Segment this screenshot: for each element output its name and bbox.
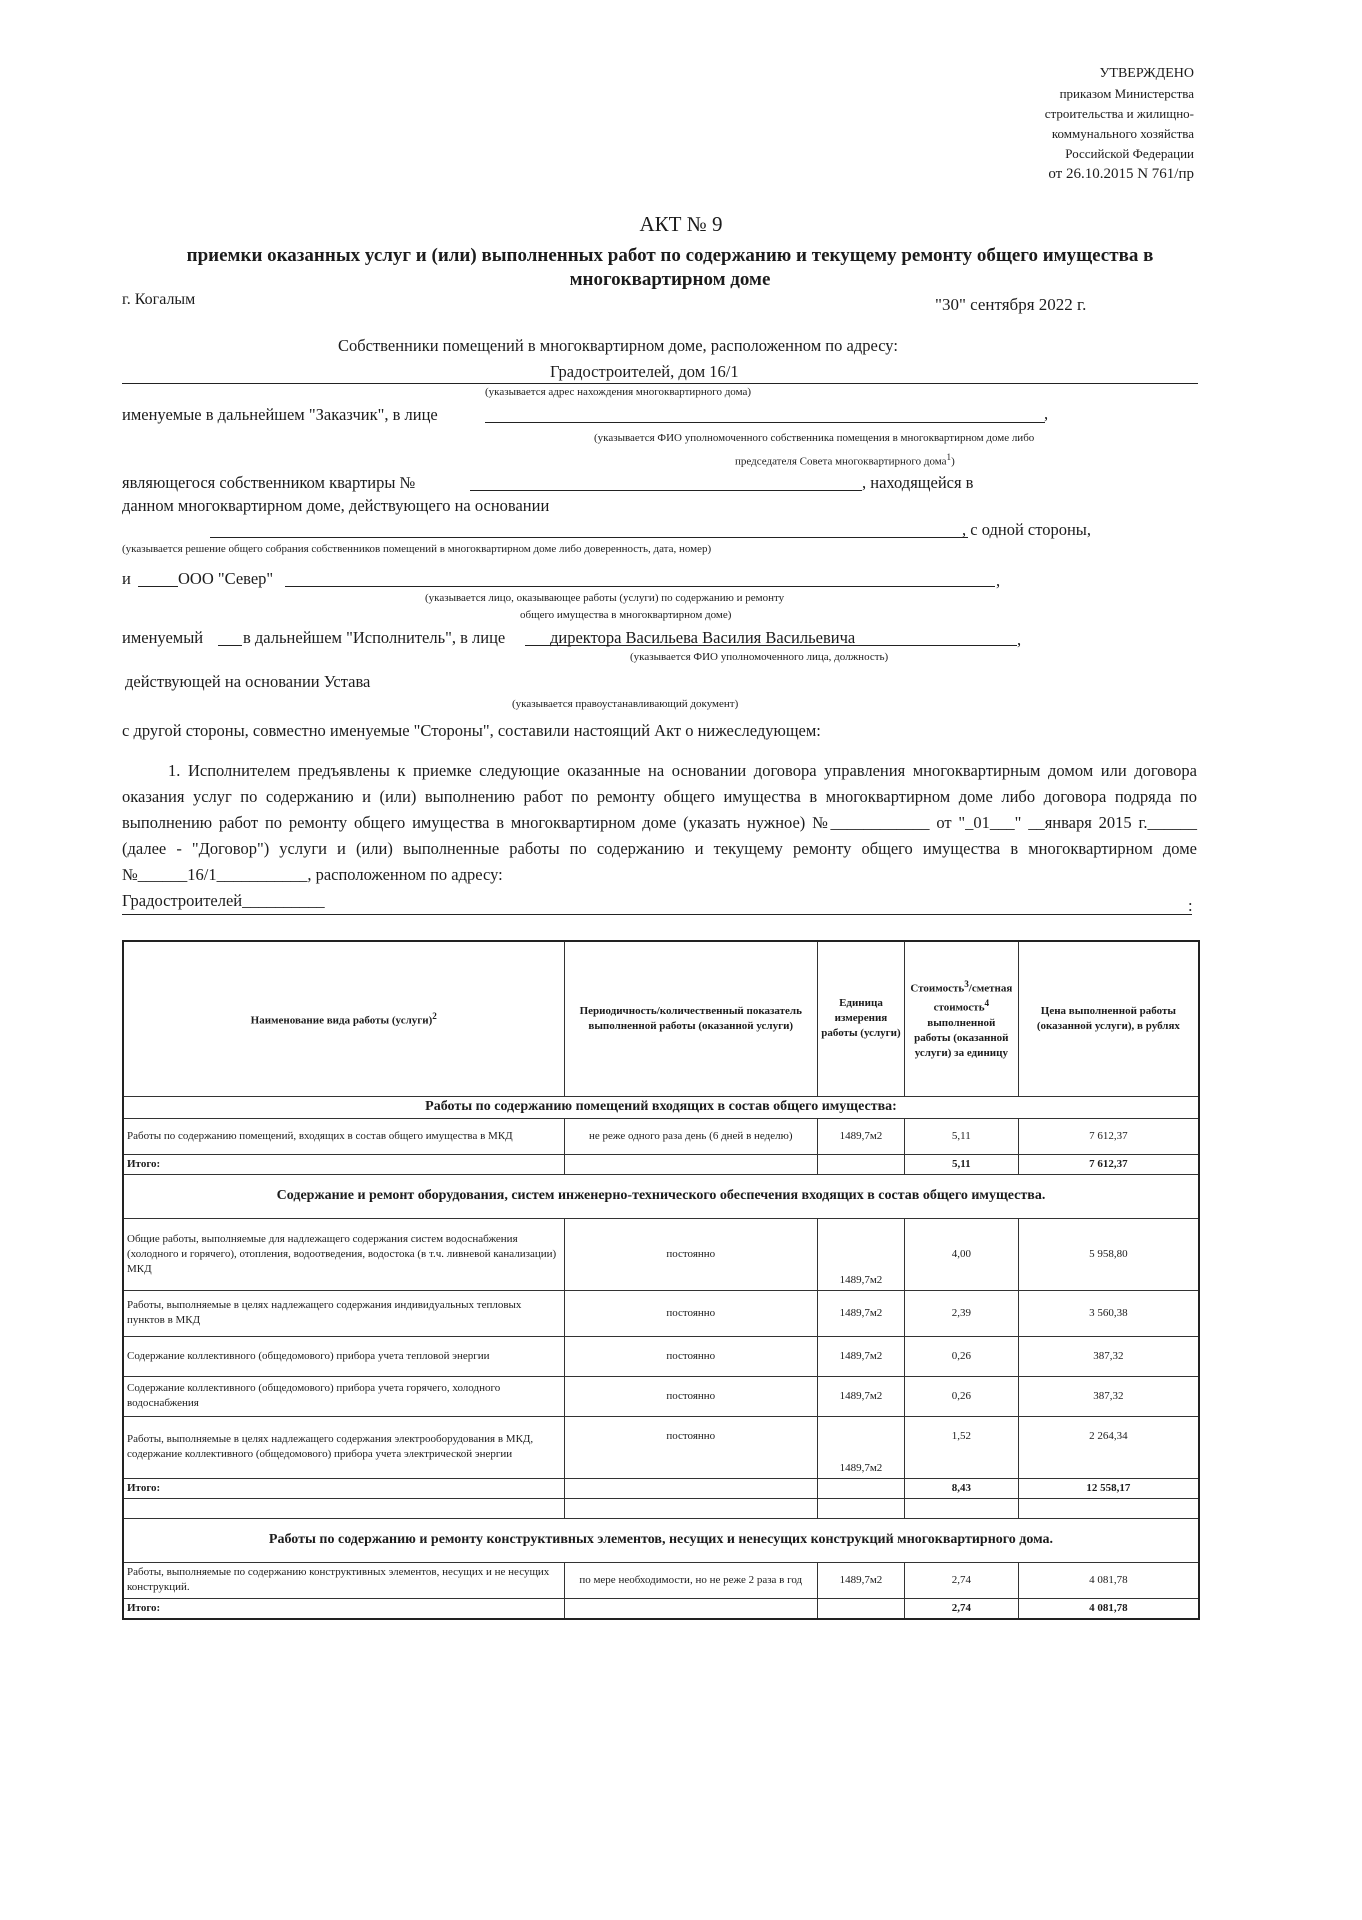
header-unit: Единица измерения работы (услуги) — [818, 941, 905, 1096]
work-unit: 1489,7м2 — [818, 1118, 905, 1154]
table-row — [123, 1290, 1199, 1336]
work-period: постоянно — [564, 1376, 818, 1416]
one-side-text: , с одной стороны, — [962, 520, 1092, 539]
header-name: Наименование вида работы (услуги)$^2$ — [123, 941, 564, 1096]
work-unit: 1489,7м2 — [818, 1416, 905, 1478]
acting-hint: (указывается правоустанавливающий документ) — [512, 698, 739, 710]
empty-cell — [818, 1478, 905, 1498]
and-text: и — [122, 569, 131, 588]
header-cost: Стоимость$^3$/сметная стоимость$^4$ выполненной работы (оказанной услуги) за единицу — [904, 941, 1018, 1096]
work-period: постоянно — [564, 1290, 818, 1336]
total-label: Итого: — [123, 1478, 564, 1498]
address-line — [122, 914, 1192, 915]
executor-name: директора Васильева Василия Васильевича — [550, 628, 856, 647]
contractor-hint-2: общего имущества в многоквартирном доме) — [520, 609, 732, 621]
work-cost: 2,39 — [904, 1290, 1018, 1336]
executor-label: именуемый — [122, 628, 204, 647]
paragraph-text-2: №____________ от "_01___" __января 2015 г.______ (далее - "Договор") услуги и (или) выполненные работы по содержанию и текущему ремонту общего имущества в многоквартирном доме №______16/1___________, расположенном по адресу: — [122, 813, 1197, 884]
work-price: 387,32 — [1018, 1336, 1199, 1376]
total-price: 7 612,37 — [1018, 1154, 1199, 1174]
work-name: Работы по содержанию помещений, входящих в состав общего имущества в МКД — [123, 1118, 564, 1154]
work-cost: 4,00 — [904, 1218, 1018, 1290]
owner-apartment: являющегося собственником квартиры № — [122, 473, 416, 492]
work-unit: 1489,7м2 — [818, 1376, 905, 1416]
total-label: Итого: — [123, 1598, 564, 1619]
table-row — [123, 1416, 1199, 1478]
work-cost: 0,26 — [904, 1336, 1018, 1376]
basis-underline — [210, 537, 968, 538]
empty-cell — [123, 1498, 564, 1518]
work-period: постоянно — [564, 1218, 818, 1290]
address: Градостроителей, дом 16/1 — [550, 362, 739, 381]
acting-text: действующей на основании Устава — [125, 672, 371, 691]
comma: , — [1044, 404, 1049, 423]
table-row — [123, 1218, 1199, 1290]
customer-line: именуемые в дальнейшем "Заказчик", в лице — [122, 405, 438, 424]
approval-line: строительства и жилищно- — [1044, 106, 1194, 121]
section-title: Работы по содержанию и ремонту конструктивных элементов, несущих и ненесущих конструкций многоквартирного дома. — [123, 1518, 1199, 1562]
work-price: 3 560,38 — [1018, 1290, 1199, 1336]
total-cost: 2,74 — [904, 1598, 1018, 1619]
other-side-text: с другой стороны, совместно именуемые "Стороны", составили настоящий Акт о нижеследующем: — [122, 721, 821, 740]
approval-order: от 26.10.2015 N 761/пр — [1048, 166, 1194, 182]
empty-cell — [1018, 1498, 1199, 1518]
work-cost: 2,74 — [904, 1562, 1018, 1598]
comma: , — [996, 571, 1001, 590]
section-title: Содержание и ремонт оборудования, систем инженерно-технического обеспечения входящих в состав общего имущества. — [123, 1174, 1199, 1218]
executor-gap — [218, 645, 242, 646]
total-row — [123, 1478, 1199, 1498]
work-name: Общие работы, выполняемые для надлежащего содержания систем водоснабжения (холодного и горячего), отопления, водоотведения, водостока (в т.ч. ливневой канализации) МКД — [123, 1218, 564, 1290]
work-name: Работы, выполняемые по содержанию конструктивных элементов, несущих и не несущих конструкций. — [123, 1562, 564, 1598]
act-date: "30" сентября 2022 г. — [935, 295, 1087, 314]
work-cost: 1,52 — [904, 1416, 1018, 1478]
total-row — [123, 1598, 1199, 1619]
owners-line: Собственники помещений в многоквартирном доме, расположенном по адресу: — [338, 336, 898, 355]
contractor: ООО "Север" — [178, 569, 274, 588]
works-table — [122, 940, 1200, 1620]
section-row — [123, 1174, 1199, 1218]
work-price: 387,32 — [1018, 1376, 1199, 1416]
table-header — [123, 941, 1199, 1096]
empty-cell — [818, 1598, 905, 1619]
in-house-text: данном многоквартирном доме, действующего на основании — [122, 496, 550, 515]
basis-hint: (указывается решение общего собрания собственников помещений в многоквартирном доме либо доверенность, дата, номер) — [122, 543, 712, 555]
paragraph-text: 1. Исполнителем предъявлены к приемке следующие оказанные на основании договора управления многоквартирным домом или договора оказания услуг по содержанию и (или) выполнению работ по ремонту общего имущества в многоквартирном доме либо договора подряда по выполнению работ по ремонту общего имущества в многоквартирном доме (указать нужное) — [122, 761, 1197, 832]
work-unit: 1489,7м2 — [818, 1218, 905, 1290]
header-period: Периодичность/количественный показатель выполненной работы (оказанной услуги) — [564, 941, 818, 1096]
work-period: постоянно — [564, 1336, 818, 1376]
empty-cell — [818, 1498, 905, 1518]
executor-hint: (указывается ФИО уполномоченного лица, должность) — [630, 651, 889, 663]
empty-cell — [564, 1478, 818, 1498]
work-period: по мере необходимости, но не реже 2 раза в год — [564, 1562, 818, 1598]
total-price: 4 081,78 — [1018, 1598, 1199, 1619]
work-period: не реже одного раза день (6 дней в неделю) — [564, 1118, 818, 1154]
work-cost: 5,11 — [904, 1118, 1018, 1154]
work-cost: 0,26 — [904, 1376, 1018, 1416]
customer-hint-2: председателя Совета многоквартирного дома$^1$) — [735, 452, 955, 468]
total-cost: 8,43 — [904, 1478, 1018, 1498]
contractor-underline — [285, 586, 995, 587]
table-row — [123, 1376, 1199, 1416]
total-label: Итого: — [123, 1154, 564, 1174]
colon: : — [1188, 896, 1193, 915]
section-row — [123, 1518, 1199, 1562]
empty-cell — [564, 1598, 818, 1619]
section-title: Работы по содержанию помещений входящих в состав общего имущества: — [123, 1096, 1199, 1118]
work-price: 7 612,37 — [1018, 1118, 1199, 1154]
work-price: 5 958,80 — [1018, 1218, 1199, 1290]
section-row — [123, 1096, 1199, 1118]
contractor-underline-pre — [138, 586, 178, 587]
work-price: 2 264,34 — [1018, 1416, 1199, 1478]
act-subtitle: приемки оказанных услуг и (или) выполненных работ по содержанию и текущему ремонту общего имущества в многоквартирном доме — [186, 245, 1154, 290]
approval-line: коммунального хозяйства — [1051, 126, 1194, 141]
work-period: постоянно — [564, 1416, 818, 1478]
total-cost: 5,11 — [904, 1154, 1018, 1174]
approval-line: приказом Министерства — [1059, 86, 1194, 101]
empty-cell — [904, 1498, 1018, 1518]
place: г. Когалым — [122, 291, 196, 308]
work-unit: 1489,7м2 — [818, 1290, 905, 1336]
comma: , — [1017, 630, 1022, 649]
contractor-hint: (указывается лицо, оказывающее работы (услуги) по содержанию и ремонту — [425, 592, 785, 604]
work-unit: 1489,7м2 — [818, 1336, 905, 1376]
approval-title: УТВЕРЖДЕНО — [1099, 66, 1194, 81]
work-name: Работы, выполняемые в целях надлежащего содержания электрооборудования в МКД, содержание коллективного (общедомового) прибора учета электрической энергии — [123, 1416, 564, 1478]
total-price: 12 558,17 — [1018, 1478, 1199, 1498]
empty-cell — [564, 1498, 818, 1518]
work-name: Содержание коллективного (общедомового) прибора учета горячего, холодного водоснабжения — [123, 1376, 564, 1416]
approval-line: Российской Федерации — [1065, 146, 1194, 161]
table-row — [123, 1336, 1199, 1376]
paragraph-1 — [122, 758, 1197, 914]
customer-hint: (указывается ФИО уполномоченного собственника помещения в многоквартирном доме либо — [594, 432, 1035, 444]
work-name: Работы, выполняемые в целях надлежащего содержания индивидуальных тепловых пунктов в МКД — [123, 1290, 564, 1336]
address-underline — [122, 383, 1198, 384]
located-text: , находящейся в — [862, 473, 974, 492]
header-price: Цена выполненной работы (оказанной услуги), в рублях — [1018, 941, 1199, 1096]
empty-cell — [564, 1154, 818, 1174]
customer-underline — [485, 422, 1045, 423]
act-title: АКТ № 9 — [639, 212, 723, 236]
empty-cell — [818, 1154, 905, 1174]
total-row — [123, 1154, 1199, 1174]
executor-text: в дальнейшем "Исполнитель", в лице — [243, 628, 506, 647]
work-name: Содержание коллективного (общедомового) прибора учета тепловой энергии — [123, 1336, 564, 1376]
paragraph-address: Градостроителей__________ — [122, 891, 325, 910]
table-row — [123, 1118, 1199, 1154]
address-hint: (указывается адрес нахождения многоквартирного дома) — [485, 386, 752, 398]
table-row — [123, 1562, 1199, 1598]
empty-row — [123, 1498, 1199, 1518]
work-unit: 1489,7м2 — [818, 1562, 905, 1598]
approval-block — [864, 64, 1194, 184]
apartment-underline — [470, 490, 862, 491]
work-price: 4 081,78 — [1018, 1562, 1199, 1598]
